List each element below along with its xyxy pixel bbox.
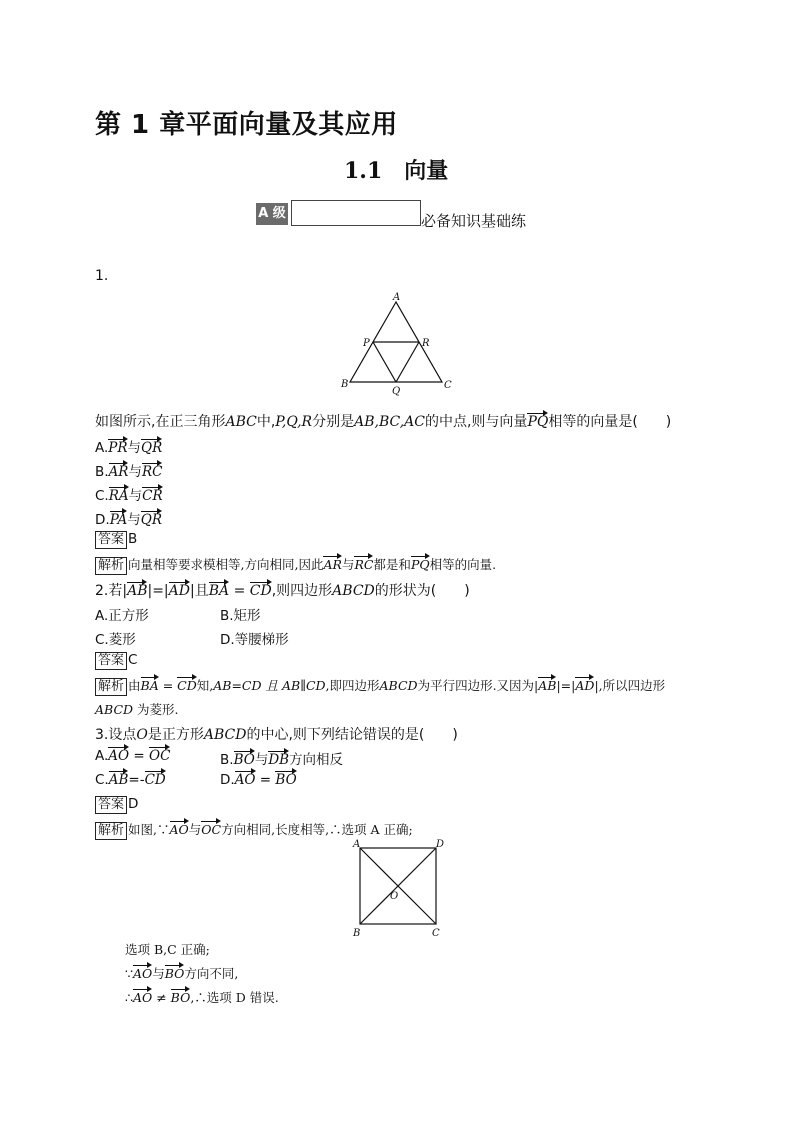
label-A: A <box>353 839 361 850</box>
q1-option-b: B.AR与RC <box>95 464 163 480</box>
level-label: 必备知识基础练 <box>421 212 527 230</box>
label-C: C <box>444 380 452 391</box>
label-B: B <box>353 928 361 939</box>
q3-analysis-line4: ∴AO ≠ BO,∴选项 D 错误. <box>125 990 279 1005</box>
square-figure <box>348 836 448 942</box>
level-box <box>291 200 421 226</box>
label-Q: Q <box>392 386 401 396</box>
chapter-title: 第 1 章平面向量及其应用 <box>95 110 398 140</box>
label-B: B <box>341 379 349 390</box>
q2-option-a: A.正方形 <box>95 608 149 624</box>
q2-answer: 答案 C <box>95 652 137 670</box>
triangle-figure <box>336 292 456 396</box>
q2-option-d: D.等腰梯形 <box>220 632 289 648</box>
q3-option-a: A.AO = OC <box>95 748 171 764</box>
level-badge: A 级 <box>256 203 288 225</box>
q1-option-c: C.RA与CR <box>95 488 163 504</box>
q1-option-d: D.PA与QR <box>95 512 163 528</box>
q2-option-b: B.矩形 <box>220 608 261 624</box>
q3-option-c: C.AB=-CD <box>95 772 166 788</box>
label-A: A <box>393 292 401 303</box>
q1-answer: 答案 B <box>95 531 137 549</box>
label-C: C <box>432 928 440 939</box>
q3-analysis: 解析 如图,∵AO与OC方向相同,长度相等,∴选项 A 正确; <box>95 820 413 840</box>
q3-option-d: D.AO = BO <box>220 772 297 788</box>
label-D: D <box>436 839 445 850</box>
q3-analysis-line3: ∵AO与BO方向不同, <box>125 966 239 981</box>
label-O: O <box>390 891 399 902</box>
q2-analysis-line2: ABCD 为菱形. <box>95 702 179 717</box>
label-R: R <box>422 338 430 349</box>
question-1-number: 1. <box>95 268 109 284</box>
analysis-tag: 解析 <box>95 822 127 840</box>
q1-option-a: A.PR与QR <box>95 440 163 456</box>
q1-analysis: 解析 向量相等要求模相等,方向相同,因此AR与RC都是和PQ相等的向量. <box>95 555 496 575</box>
answer-tag: 答案 <box>95 796 127 814</box>
q2-option-c: C.菱形 <box>95 632 136 648</box>
q3-analysis-line2: 选项 B,C 正确; <box>125 942 210 957</box>
section-title: 1.1 向量 <box>344 158 449 184</box>
question-1-stem: 如图所示,在正三角形ABC中,P,Q,R分别是AB,BC,AC的中点,则与向量PQ相等的向量是( ) <box>95 414 672 430</box>
label-P: P <box>363 338 370 349</box>
answer-tag: 答案 <box>95 652 127 670</box>
answer-tag: 答案 <box>95 531 127 549</box>
analysis-tag: 解析 <box>95 678 127 696</box>
analysis-tag: 解析 <box>95 557 127 575</box>
q2-analysis: 解析 由BA = CD知,AB=CD 且 AB∥CD,即四边形ABCD为平行四边形.又因为|AB|=|AD|,所以四边形 <box>95 676 665 696</box>
question-2-stem: 2.若|AB|=|AD|且BA = CD,则四边形ABCD的形状为( ) <box>95 583 470 599</box>
q3-answer: 答案 D <box>95 796 138 814</box>
q3-option-b: B.BO与DB方向相反 <box>220 752 344 768</box>
question-3-stem: 3.设点O是正方形ABCD的中心,则下列结论错误的是( ) <box>95 727 458 743</box>
